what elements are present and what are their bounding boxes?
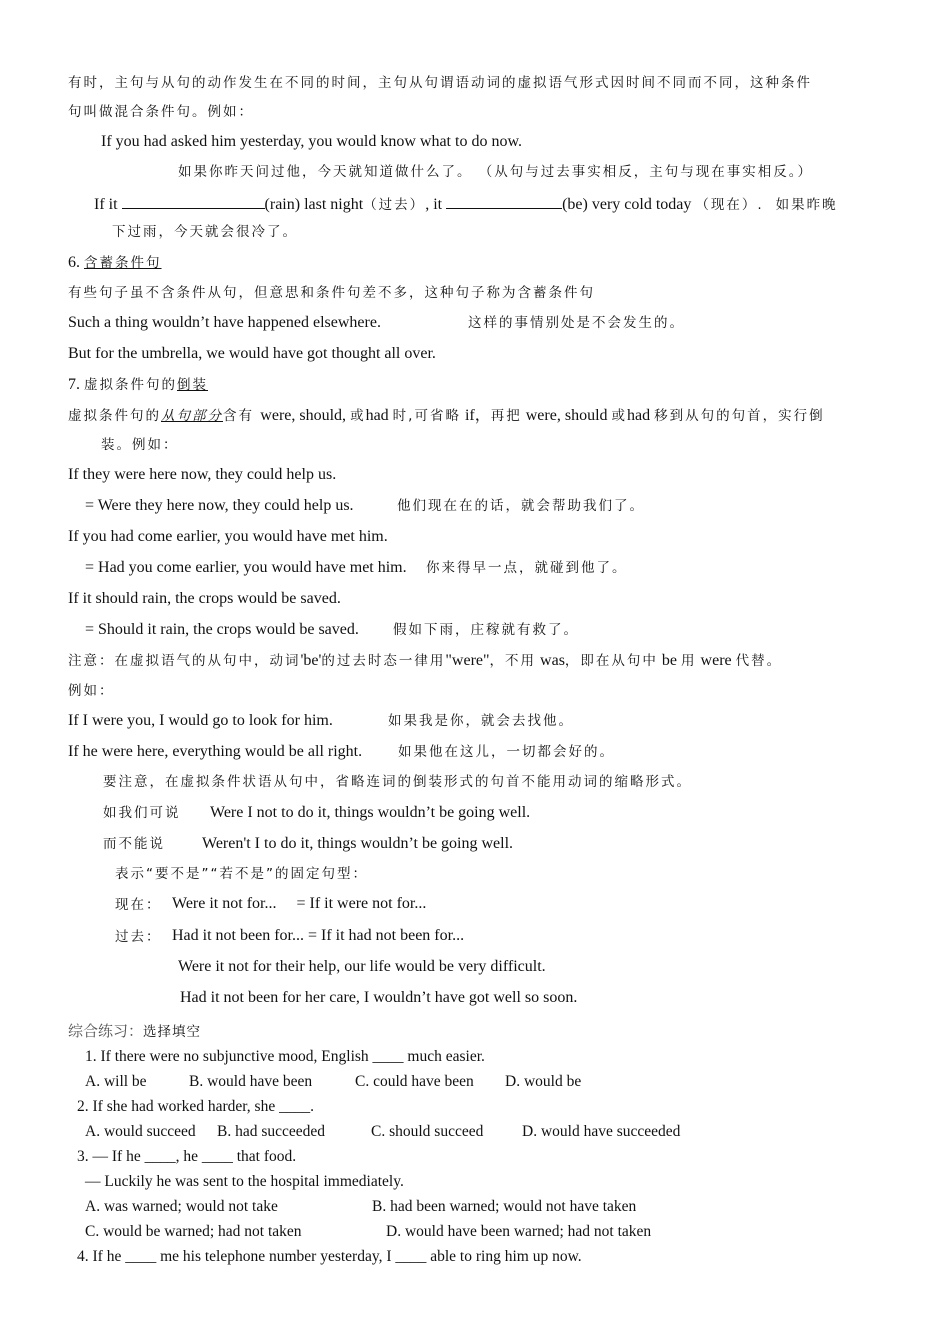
question-3: 3. — If he ____, he ____ that food. xyxy=(77,1148,297,1165)
mixed-example-2-part: （过去） xyxy=(363,197,426,213)
answer-blank[interactable] xyxy=(122,193,265,209)
mixed-example-2-part: 如果昨晚 xyxy=(775,197,838,213)
inversion-example-1: If they were here now, they could help us. xyxy=(68,466,337,483)
q2-option-d[interactable]: D. would have succeeded xyxy=(522,1123,681,1140)
desc-part: had xyxy=(365,407,393,424)
cannot-say-example: Weren't I to do it, things wouldn’t be going well. xyxy=(202,835,514,852)
desc-part: 虚拟条件句的 xyxy=(68,408,161,424)
note-part: "were" xyxy=(445,652,490,669)
present-label: 现在： xyxy=(115,897,162,913)
exercise-heading-label: 综合练习： xyxy=(68,1022,144,1040)
desc-part: 时,可省略 xyxy=(392,408,461,424)
inversion-example-3-inverted: = Should it rain, the crops would be saved. xyxy=(85,621,359,638)
note-part: was xyxy=(536,652,565,669)
mixed-example-2-translation: 下过雨，今天就会很冷了。 xyxy=(112,224,298,240)
q1-option-b[interactable]: B. would have been xyxy=(189,1073,313,1090)
inversion-example-1-inverted: = Were they here now, they could help us. xyxy=(85,497,354,514)
note-part: were xyxy=(696,652,736,669)
section-title: 虚拟条件句的 xyxy=(84,377,177,393)
past-label: 过去： xyxy=(115,929,162,945)
mixed-example-2-part: （现在）. xyxy=(695,197,764,213)
q3-option-a[interactable]: A. was warned; would not take xyxy=(85,1198,278,1215)
desc-part: 移到从句的句首，实行倒 xyxy=(654,408,825,424)
desc-part: 含有 xyxy=(223,408,261,424)
exercise-heading xyxy=(68,1021,201,1042)
q2-option-b[interactable]: B. had succeeded xyxy=(217,1123,326,1140)
implied-example-1-en: Such a thing wouldn’t have happened elsewhere. xyxy=(68,314,381,331)
note-part: 'be' xyxy=(300,652,322,669)
mixed-example-2-part: , it xyxy=(425,196,447,213)
inversion-description-2: 装。例如： xyxy=(101,437,179,453)
mixed-example-2-part: If it xyxy=(94,196,122,213)
inversion-example-3-cn: 假如下雨，庄稼就有救了。 xyxy=(393,622,579,638)
desc-part: if， xyxy=(460,407,491,424)
note-part: be xyxy=(657,652,682,669)
section-6-heading xyxy=(68,253,162,273)
mixed-example-2-part: (rain) last night xyxy=(264,196,364,213)
implied-description: 有些句子虽不含条件从句，但意思和条件句差不多，这种句子称为含蓄条件句 xyxy=(68,285,595,301)
desc-part: 或 xyxy=(350,408,366,424)
desc-part: were, should xyxy=(521,407,612,424)
note-line xyxy=(68,651,782,671)
pattern-example-1: Were it not for their help, our life would be very difficult. xyxy=(178,958,546,975)
question-4: 4. If he ____ me his telephone number yesterday, I ____ able to ring him up now. xyxy=(77,1248,582,1265)
cannot-say-label: 而不能说 xyxy=(103,836,165,852)
question-2: 2. If she had worked harder, she ____. xyxy=(77,1098,314,1115)
q1-option-a[interactable]: A. will be xyxy=(85,1073,147,1090)
question-1: 1. If there were no subjunctive mood, English ____ much easier. xyxy=(85,1048,485,1065)
desc-part: had xyxy=(627,407,655,424)
mixed-example-2 xyxy=(94,193,838,215)
note-example-label: 例如： xyxy=(68,683,115,699)
note-part: 注意：在虚拟语气的从句中，动词 xyxy=(68,653,301,669)
note-part: ，不用 xyxy=(489,653,537,669)
note-part: ，即在从句中 xyxy=(564,653,658,669)
mixed-intro-line-1: 有时，主句与从句的动作发生在不同的时间，主句从句谓语动词的虚拟语气形式因时间不同而不同，这种条件 xyxy=(68,75,812,91)
q1-option-d[interactable]: D. would be xyxy=(505,1073,582,1090)
q2-option-a[interactable]: A. would succeed xyxy=(85,1123,196,1140)
note-example-2-cn: 如果他在这儿，一切都会好的。 xyxy=(398,744,615,760)
fixed-pattern-heading: 表示“要不是”“若不是”的固定句型： xyxy=(115,866,368,882)
answer-blank[interactable] xyxy=(446,193,562,209)
desc-part: 从句部分 xyxy=(161,408,223,424)
attention-text: 要注意，在虚拟条件状语从句中，省略连词的倒装形式的句首不能用动词的缩略形式。 xyxy=(103,774,692,790)
q3-option-c[interactable]: C. would be warned; had not taken xyxy=(85,1223,302,1240)
section-number: 6. xyxy=(68,254,84,271)
desc-part: 或 xyxy=(611,408,628,424)
inversion-example-2-inverted: = Had you come earlier, you would have met him. xyxy=(85,559,407,576)
note-example-2-en: If he were here, everything would be all right. xyxy=(68,743,363,760)
inversion-example-2: If you had come earlier, you would have met him. xyxy=(68,528,388,545)
desc-part: were, should, xyxy=(260,407,351,424)
inversion-example-3: If it should rain, the crops would be saved. xyxy=(68,590,341,607)
can-say-label: 如我们可说 xyxy=(103,805,181,821)
mixed-example-1-cn: 如果你昨天问过他，今天就知道做什么了。 （从句与过去事实相反，主句与现在事实相反。） xyxy=(178,164,814,180)
desc-part: 再把 xyxy=(490,408,522,424)
q3-option-b[interactable]: B. had been warned; would not have taken xyxy=(372,1198,637,1215)
exercise-heading-sub: 选择填空 xyxy=(143,1024,202,1040)
note-part: 的过去时态一律用 xyxy=(321,653,446,669)
section-number: 7. xyxy=(68,376,84,393)
pattern-example-2: Had it not been for her care, I wouldn’t have got well so soon. xyxy=(180,989,578,1006)
can-say-example: Were I not to do it, things wouldn’t be going well. xyxy=(210,804,531,821)
mixed-example-1-en: If you had asked him yesterday, you would know what to do now. xyxy=(101,133,522,150)
question-3-response: — Luckily he was sent to the hospital immediately. xyxy=(85,1173,404,1190)
section-title-underlined: 倒装 xyxy=(177,377,208,393)
q1-option-c[interactable]: C. could have been xyxy=(355,1073,474,1090)
note-part: 代替。 xyxy=(735,653,783,669)
implied-example-1-cn: 这样的事情别处是不会发生的。 xyxy=(468,315,685,331)
q2-option-c[interactable]: C. should succeed xyxy=(371,1123,484,1140)
inversion-example-1-cn: 他们现在在的话，就会帮助我们了。 xyxy=(397,498,645,514)
q3-option-d[interactable]: D. would have been warned; had not taken xyxy=(386,1223,652,1240)
past-pattern: Had it not been for... = If it had not been for... xyxy=(172,927,465,944)
mixed-intro-line-2: 句叫做混合条件句。例如： xyxy=(68,104,254,120)
inversion-example-2-cn: 你来得早一点，就碰到他了。 xyxy=(426,560,628,576)
note-example-1-cn: 如果我是你，就会去找他。 xyxy=(388,713,574,729)
implied-example-2-en: But for the umbrella, we would have got thought all over. xyxy=(68,345,436,362)
present-pattern: Were it not for... = If it were not for... xyxy=(172,895,427,912)
inversion-description xyxy=(68,406,825,426)
note-part: 用 xyxy=(681,653,697,669)
note-example-1-en: If I were you, I would go to look for him. xyxy=(68,712,333,729)
section-title: 含蓄条件句 xyxy=(84,255,162,271)
mixed-example-2-part: (be) very cold today xyxy=(562,196,692,213)
section-7-heading xyxy=(68,375,208,395)
